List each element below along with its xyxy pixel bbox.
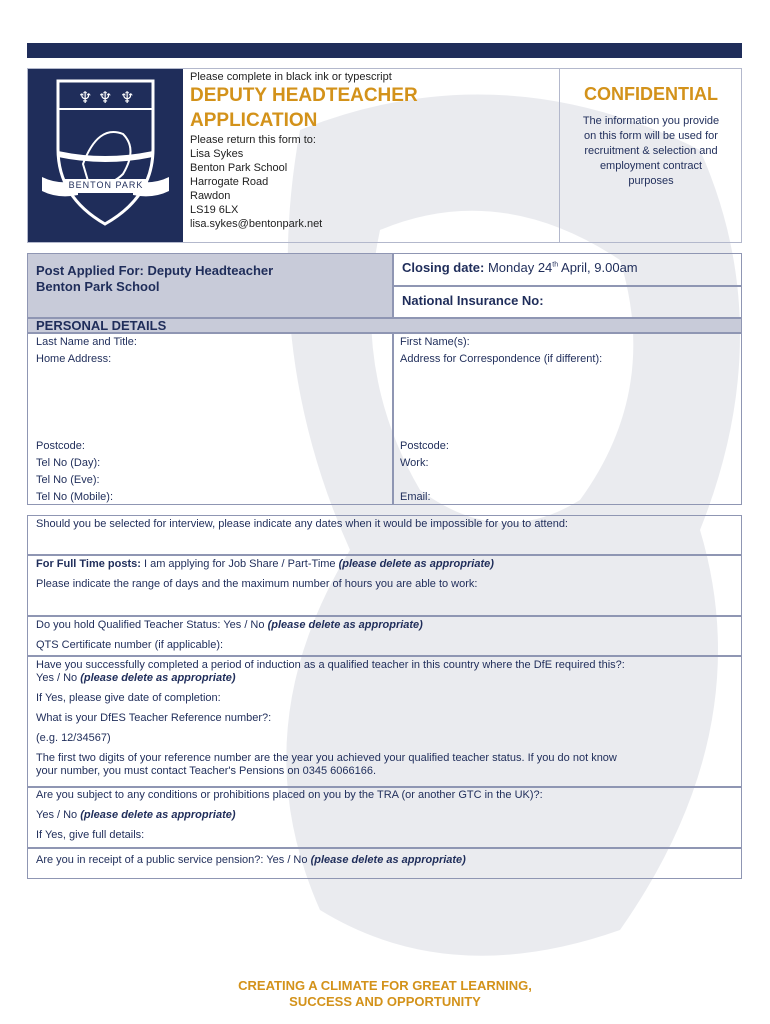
qts-question bbox=[28, 617, 741, 632]
postcode-label: Postcode: bbox=[400, 440, 449, 452]
qts-delete-note: (please delete as appropriate) bbox=[267, 619, 423, 631]
reference-note-line2: your number, you must contact Teacher's Pensions on 0345 6066166. bbox=[36, 765, 377, 777]
correspondence-address-label: Address for Correspondence (if different): bbox=[400, 353, 603, 365]
closing-date-label: Closing date: bbox=[402, 260, 485, 275]
range-question: Please indicate the range of days and the maximum number of hours you are able to work: bbox=[36, 578, 478, 590]
fulltime-text: I am applying for Job Share / Part-Time bbox=[140, 558, 339, 570]
personal-right-column[interactable] bbox=[393, 333, 742, 505]
return-line: Rawdon bbox=[190, 190, 231, 202]
qts-text: Do you hold Qualified Teacher Status: Yes / No bbox=[36, 619, 268, 631]
closing-date-value-end: April, 9.00am bbox=[558, 260, 638, 275]
dfes-example: (e.g. 12/34567) bbox=[36, 732, 111, 744]
confidential-title: CONFIDENTIAL bbox=[584, 84, 718, 104]
email-label: Email: bbox=[400, 491, 431, 503]
svg-text:♆: ♆ bbox=[98, 88, 113, 107]
qts-cert-label: QTS Certificate number (if applicable): bbox=[36, 639, 224, 651]
completion-date-label: If Yes, please give date of completion: bbox=[36, 692, 221, 704]
confidential-line: on this form will be used for bbox=[584, 130, 718, 142]
footer-line2: SUCCESS AND OPPORTUNITY bbox=[289, 994, 481, 1009]
closing-date-box bbox=[393, 253, 742, 286]
postcode-label: Postcode: bbox=[36, 440, 85, 452]
closing-date-sup: th bbox=[552, 261, 559, 269]
induction-delete-note: (please delete as appropriate) bbox=[80, 672, 236, 684]
return-line: Benton Park School bbox=[190, 162, 288, 174]
dfes-reference-label: What is your DfES Teacher Reference number?: bbox=[36, 712, 272, 724]
first-name-label: First Name(s): bbox=[400, 336, 470, 348]
induction-question: Have you successfully completed a period of induction as a qualified teacher in this country where the DfE required this?: bbox=[36, 659, 625, 671]
ni-box[interactable] bbox=[393, 286, 742, 318]
interview-dates-question: Should you be selected for interview, please indicate any dates when it would be impossible for you to attend: bbox=[36, 518, 568, 530]
pension-delete-note: (please delete as appropriate) bbox=[310, 854, 466, 866]
personal-left-bottom bbox=[36, 438, 113, 506]
tel-eve-label: Tel No (Eve): bbox=[36, 474, 100, 486]
induction-yesno bbox=[28, 672, 741, 685]
svg-text:♆: ♆ bbox=[120, 88, 135, 107]
form-title-line2: APPLICATION bbox=[190, 110, 318, 131]
confidential-line: recruitment & selection and bbox=[584, 145, 718, 157]
closing-date-value: Monday 24 bbox=[487, 260, 553, 275]
return-line: LS19 6LX bbox=[190, 204, 239, 216]
instruction-text: Please complete in black ink or typescript bbox=[190, 71, 392, 83]
confidential-line: The information you provide bbox=[582, 115, 720, 127]
last-name-label: Last Name and Title: bbox=[36, 336, 137, 348]
fulltime-section[interactable] bbox=[27, 555, 742, 616]
personal-right-top bbox=[400, 334, 602, 368]
return-line: Please return this form to: bbox=[190, 134, 316, 146]
fulltime-label: For Full Time posts: bbox=[36, 558, 141, 570]
footer-line1: CREATING A CLIMATE FOR GREAT LEARNING, bbox=[238, 978, 532, 993]
personal-left-top bbox=[36, 334, 137, 368]
tra-yesno-text: Yes / No bbox=[36, 809, 81, 821]
header-title-area bbox=[186, 68, 560, 243]
spacer bbox=[400, 472, 449, 489]
header-bar bbox=[27, 43, 742, 58]
tra-delete-note: (please delete as appropriate) bbox=[80, 809, 236, 821]
work-label: Work: bbox=[400, 457, 429, 469]
post-applied-line1: Post Applied For: Deputy Headteacher bbox=[36, 263, 274, 278]
induction-section[interactable] bbox=[27, 656, 742, 787]
post-applied-box bbox=[27, 253, 393, 318]
tra-section[interactable] bbox=[27, 787, 742, 848]
return-address bbox=[190, 133, 322, 231]
interview-dates-section[interactable] bbox=[27, 515, 742, 555]
logo-text: BENTON PARK bbox=[68, 180, 144, 190]
return-email: lisa.sykes@bentonpark.net bbox=[190, 218, 323, 230]
school-logo bbox=[28, 69, 183, 242]
svg-text:♆: ♆ bbox=[78, 88, 93, 107]
confidential-box bbox=[560, 68, 742, 243]
home-address-label: Home Address: bbox=[36, 353, 112, 365]
return-line: Lisa Sykes bbox=[190, 148, 244, 160]
tra-question: Are you subject to any conditions or prohibitions placed on you by the TRA (or another GTC in the UK)?: bbox=[36, 789, 543, 801]
confidential-text bbox=[560, 114, 742, 189]
pension-text: Are you in receipt of a public service pension?: Yes / No bbox=[36, 854, 311, 866]
pension-section[interactable] bbox=[27, 848, 742, 879]
return-line: Harrogate Road bbox=[190, 176, 269, 188]
footer-motto bbox=[0, 978, 770, 1010]
school-crest-icon bbox=[28, 69, 183, 242]
post-applied-line2: Benton Park School bbox=[36, 279, 160, 294]
tra-yesno bbox=[28, 802, 741, 822]
tel-day-label: Tel No (Day): bbox=[36, 457, 101, 469]
pension-question bbox=[28, 849, 741, 867]
ni-label: National Insurance No: bbox=[402, 293, 544, 308]
induction-yesno-text: Yes / No bbox=[36, 672, 81, 684]
fulltime-delete-note: (please delete as appropriate) bbox=[338, 558, 494, 570]
confidential-line: employment contract bbox=[599, 160, 703, 172]
personal-right-bottom bbox=[400, 438, 449, 506]
reference-note-line1: The first two digits of your reference number are the year you achieved your qualified teacher status. If you do not know bbox=[36, 752, 617, 764]
personal-left-column[interactable] bbox=[27, 333, 393, 505]
qts-section[interactable] bbox=[27, 616, 742, 656]
fulltime-question bbox=[28, 556, 741, 571]
confidential-line: purposes bbox=[628, 175, 674, 187]
tel-mobile-label: Tel No (Mobile): bbox=[36, 491, 114, 503]
form-title-line1: DEPUTY HEADTEACHER bbox=[190, 85, 418, 106]
personal-details-heading: PERSONAL DETAILS bbox=[27, 318, 742, 333]
tra-details-label: If Yes, give full details: bbox=[36, 829, 145, 841]
